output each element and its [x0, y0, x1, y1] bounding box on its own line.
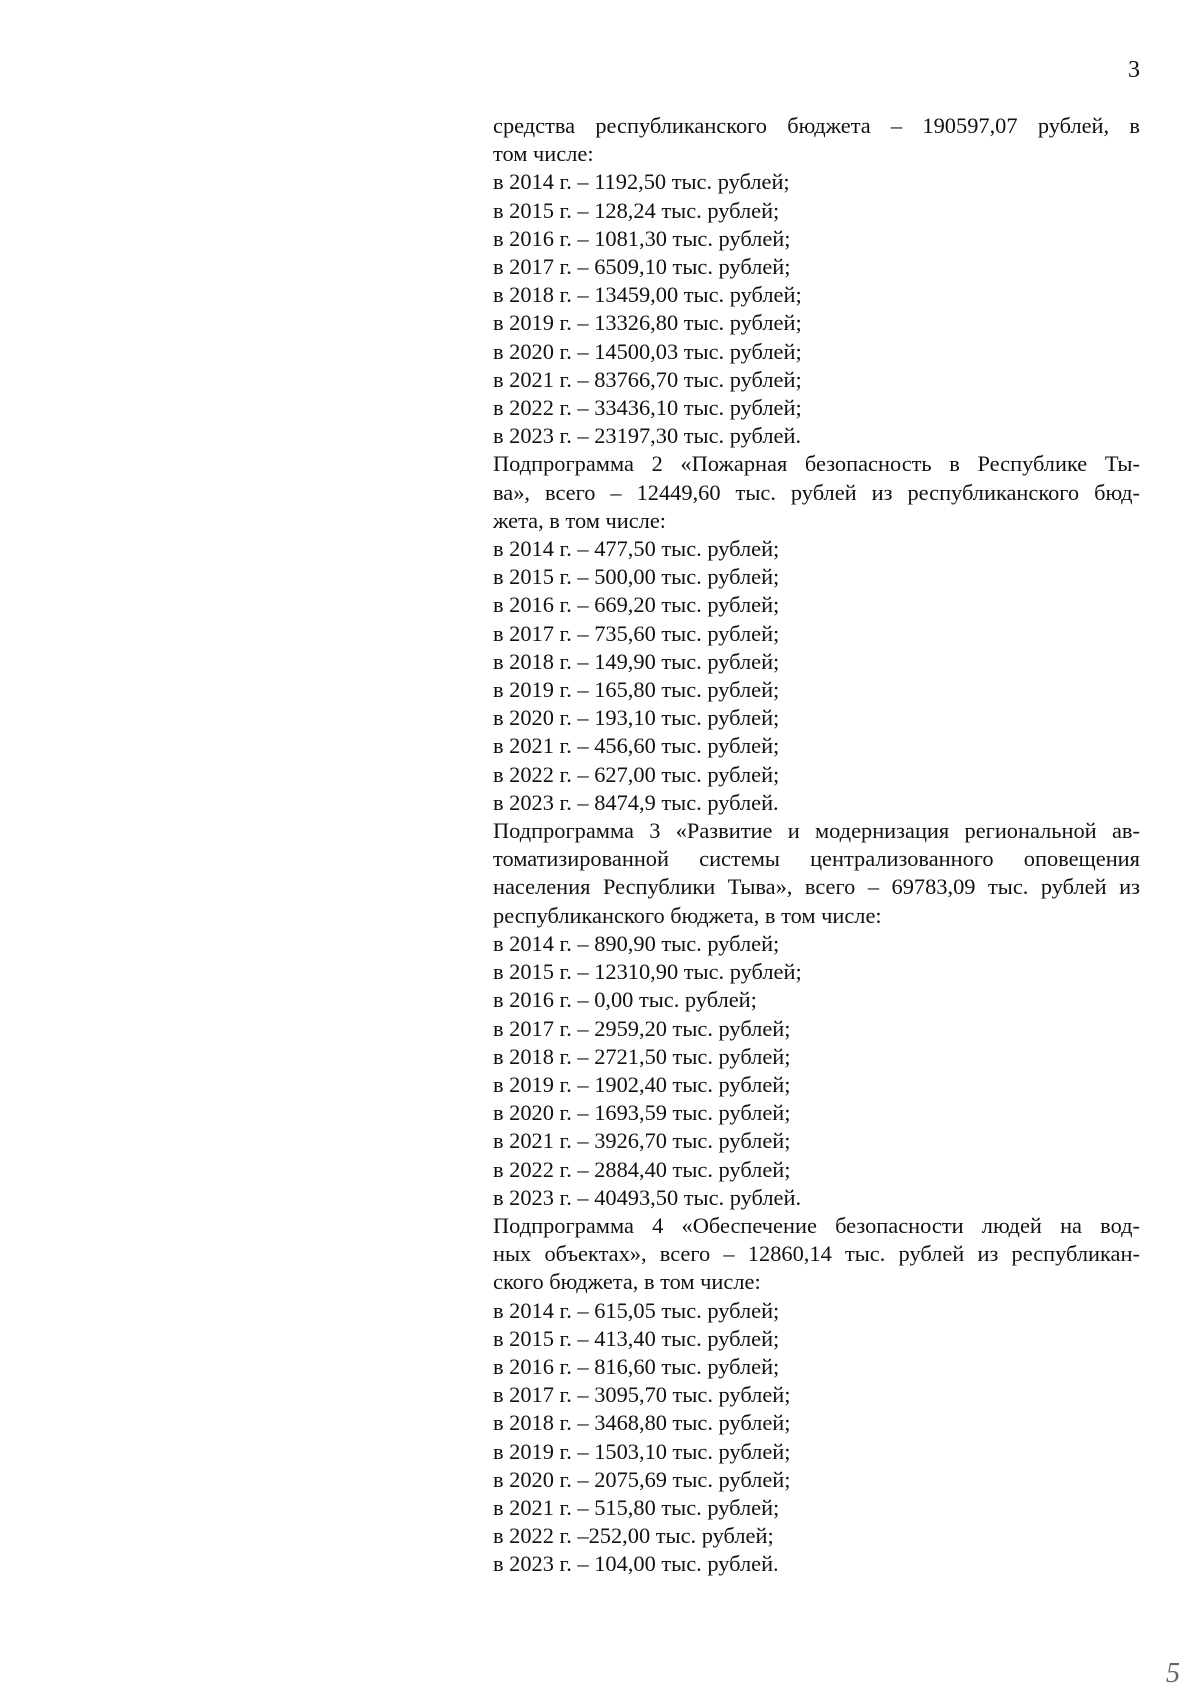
text-line: Подпрограмма 4 «Обеспечение безопасности людей на вод- — [493, 1212, 1140, 1238]
text-line: ных объектах», всего – 12860,14 тыс. рублей из республикан- — [493, 1241, 1140, 1267]
text-line: в 2019 г. – 13326,80 тыс. рублей; — [493, 310, 802, 336]
text-line: в 2022 г. – 627,00 тыс. рублей; — [493, 761, 780, 787]
text-line: в 2017 г. – 3095,70 тыс. рублей; — [493, 1382, 791, 1408]
text-line: в 2014 г. – 477,50 тыс. рублей; — [493, 536, 780, 562]
text-line: в 2021 г. – 83766,70 тыс. рублей; — [493, 366, 802, 392]
text-line: в 2022 г. – 2884,40 тыс. рублей; — [493, 1156, 791, 1182]
text-line: в 2017 г. – 6509,10 тыс. рублей; — [493, 254, 791, 280]
text-line: Подпрограмма 3 «Развитие и модернизация региональной ав- — [493, 818, 1140, 844]
text-line: ского бюджета, в том числе: — [493, 1269, 761, 1295]
text-line: в 2021 г. – 515,80 тыс. рублей; — [493, 1494, 780, 1520]
text-line: в 2020 г. – 14500,03 тыс. рублей; — [493, 338, 802, 364]
text-line: в 2023 г. – 104,00 тыс. рублей. — [493, 1551, 779, 1577]
text-line: в 2015 г. – 500,00 тыс. рублей; — [493, 564, 780, 590]
text-line: в 2020 г. – 1693,59 тыс. рублей; — [493, 1100, 791, 1126]
text-line: в 2018 г. – 13459,00 тыс. рублей; — [493, 282, 802, 308]
text-line: в 2019 г. – 165,80 тыс. рублей; — [493, 677, 780, 703]
text-line: в 2023 г. – 40493,50 тыс. рублей. — [493, 1184, 802, 1210]
text-line: томатизированной системы централизованного оповещения — [493, 846, 1140, 872]
text-line: в 2019 г. – 1902,40 тыс. рублей; — [493, 1071, 791, 1097]
text-line: в 2020 г. – 2075,69 тыс. рублей; — [493, 1466, 791, 1492]
text-line: в 2023 г. – 8474,9 тыс. рублей. — [493, 789, 779, 815]
text-line: в 2017 г. – 735,60 тыс. рублей; — [493, 620, 780, 646]
text-line: том числе: — [493, 141, 594, 167]
text-line: в 2021 г. – 3926,70 тыс. рублей; — [493, 1128, 791, 1154]
text-line: в 2023 г. – 23197,30 тыс. рублей. — [493, 423, 802, 449]
text-line: в 2015 г. – 128,24 тыс. рублей; — [493, 197, 780, 223]
text-line: средства республиканского бюджета – 190597,07 рублей, в — [493, 113, 1140, 138]
text-line: в 2018 г. – 149,90 тыс. рублей; — [493, 648, 780, 674]
text-line: в 2020 г. – 193,10 тыс. рублей; — [493, 705, 780, 731]
text-line: населения Республики Тыва», всего – 69783,09 тыс. рублей из — [493, 874, 1140, 900]
text-line: жета, в том числе: — [493, 507, 667, 533]
text-line: в 2016 г. – 669,20 тыс. рублей; — [493, 592, 780, 618]
text-line: в 2016 г. – 816,60 тыс. рублей; — [493, 1353, 780, 1379]
text-line: в 2022 г. –252,00 тыс. рублей; — [493, 1523, 774, 1549]
text-line: в 2021 г. – 456,60 тыс. рублей; — [493, 733, 780, 759]
text-line: ва», всего – 12449,60 тыс. рублей из республиканского бюд- — [493, 479, 1140, 505]
text-line: в 2018 г. – 2721,50 тыс. рублей; — [493, 1043, 791, 1069]
text-line: в 2018 г. – 3468,80 тыс. рублей; — [493, 1410, 791, 1436]
text-line: в 2014 г. – 890,90 тыс. рублей; — [493, 930, 780, 956]
text-line: в 2022 г. – 33436,10 тыс. рублей; — [493, 395, 802, 421]
text-line: в 2019 г. – 1503,10 тыс. рублей; — [493, 1438, 791, 1464]
text-line: Подпрограмма 2 «Пожарная безопасность в Республике Ты- — [493, 451, 1140, 477]
text-line: в 2016 г. – 0,00 тыс. рублей; — [493, 987, 757, 1013]
text-line: республиканского бюджета, в том числе: — [493, 902, 882, 928]
text-line: в 2015 г. – 413,40 тыс. рублей; — [493, 1325, 780, 1351]
text-line: в 2017 г. – 2959,20 тыс. рублей; — [493, 1015, 791, 1041]
handwritten-page-mark: 5 — [1166, 1658, 1180, 1689]
document-body — [493, 112, 1140, 1579]
text-line: в 2015 г. – 12310,90 тыс. рублей; — [493, 959, 802, 985]
text-line: в 2014 г. – 615,05 тыс. рублей; — [493, 1297, 780, 1323]
page-number: 3 — [1128, 57, 1140, 83]
text-line: в 2014 г. – 1192,50 тыс. рублей; — [493, 169, 790, 195]
text-line: в 2016 г. – 1081,30 тыс. рублей; — [493, 225, 791, 251]
